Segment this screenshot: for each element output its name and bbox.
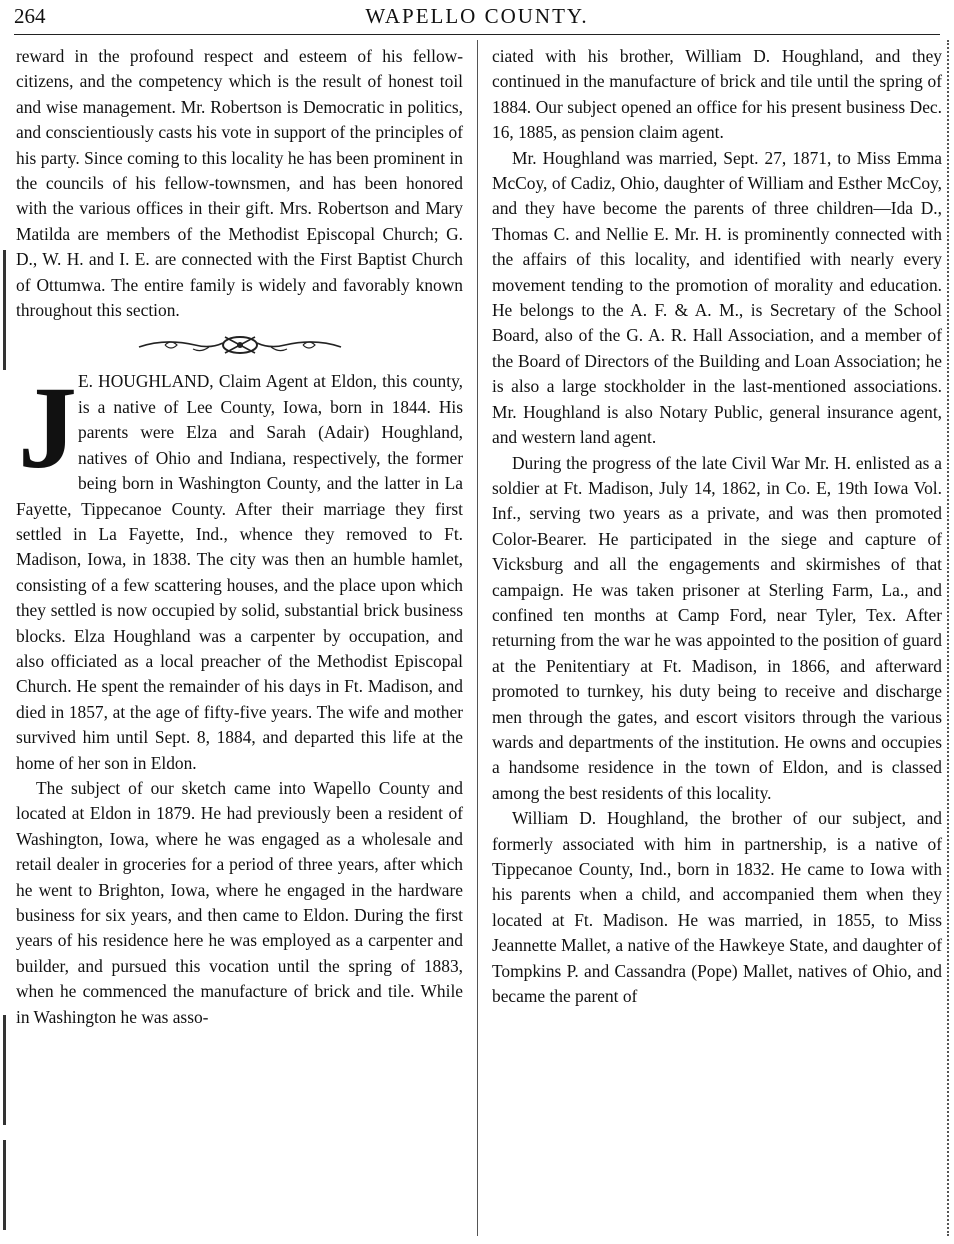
margin-mark (3, 1140, 6, 1230)
page-number: 264 (14, 4, 46, 28)
running-title: WAPELLO COUNTY. (365, 4, 589, 28)
decorative-divider-graphic (135, 332, 345, 358)
paragraph: E. HOUGHLAND, Claim Agent at Eldon, this county, is a native of Lee County, Iowa, born in 1844. His parents were Elza and Sarah (Adair) Houghland, natives of Ohio and Indiana, respectively, the former being born in Washington County, and the latter in La Fayette, Tippecanoe County. After their marriage they first settled in La Fayette, Ind., whence they removed to Ft. Madison, Iowa, in 1838. The city was then an humble hamlet, consisting of a few scattering houses, and the place upon which they settled is now occupied by solid, substantial brick business blocks. Elza Houghland was a carpenter by occupation, and also officiated as a local preacher of the Methodist Episcopal Church. He spent the remainder of his days in Ft. Madison, and died in 1857, at the age of fifty-five years. The wife and mother survived him until Sept. 8, 1884, and departed this life at the home of her son in Eldon. (16, 371, 463, 773)
right-column (492, 44, 942, 1009)
drop-cap-letter: J (18, 362, 77, 494)
paragraph: Mr. Houghland was married, Sept. 27, 1871, to Miss Emma McCoy, of Cadiz, Ohio, daughter of William and Esther McCoy, and they have become the parents of three children—Ida D., Thomas C. and Nellie E. Mr. H. is prominently connected with the affairs of this locality, and identified with nearly every movement tending to the promotion of morality and education. He belongs to the A. F. & A. M., is Secretary of the School Board, also of the G. A. R. Hall Association, and a member of the Board of Directors of the Building and Loan Association; he is also a large stockholder in the last-mentioned associations. Mr. Houghland is also Notary Public, general insurance agent, and western land agent. (492, 147, 942, 448)
column-divider (477, 40, 478, 1236)
header-rule (14, 34, 940, 35)
margin-mark (3, 250, 6, 370)
left-column (16, 44, 463, 1030)
right-margin-rule (947, 40, 949, 1236)
paragraph: ciated with his brother, William D. Houghland, and they continued in the manufacture of brick and tile until the spring of 1884. Our subject opened an office for his present business Dec. 16, 1885, as pension claim agent. (492, 46, 942, 143)
paragraph: William D. Houghland, the brother of our subject, and formerly associated with him in partnership, is a native of Tippecanoe County, Ind., born in 1832. He came to Iowa with his parents when a child, and accompanied them when they located at Ft. Madison. He was married, in 1855, to Miss Jeannette Mallet, a native of the Hawkeye State, and daughter of Tompkins P. and Cassandra (Pope) Mallet, natives of Ohio, and became the parent of (492, 808, 942, 1007)
margin-mark (3, 1015, 6, 1125)
decorative-divider-icon (16, 331, 463, 359)
paragraph: reward in the profound respect and esteem of his fellow-citizens, and the competency which is the result of honest toil and wise management. Mr. Robertson is Democratic in politics, and conscientiously casts his vote in support of the principles of his party. Since coming to this locality he has been prominent in the councils of his fellow-townsmen, and has been honored with the various offices in their gift. Mrs. Robertson and Mary Matilda are members of the Methodist Episcopal Church; G. D., W. H. and I. E. are connected with the First Baptist Church of Ottumwa. The entire family is widely and favorably known throughout this section. (16, 46, 463, 321)
paragraph: The subject of our sketch came into Wapello County and located at Eldon in 1879. He had previously been a resident of Washington, Iowa, where he was engaged as a wholesale and retail dealer in groceries for a period of three years, after which he went to Brighton, Iowa, where he engaged in the hardware business for six years, and then came to Eldon. During the first years of his residence here he was employed as a carpenter and builder, and pursued this vocation until the spring of 1883, when he commenced the manufacture of brick and tile. While in Washington he was asso- (16, 777, 463, 1027)
page-header (14, 2, 940, 32)
paragraph: During the progress of the late Civil War Mr. H. enlisted as a soldier at Ft. Madison, July 14, 1862, in Co. E, 19th Iowa Vol. Inf., serving two years as a private, and was then promoted Color-Bearer. He participated in the siege and capture of Vicksburg and all the engagements and skirmishes of that campaign. He was taken prisoner at Sterling Farm, La., and confined ten months at Camp Ford, near Tyler, Tex. After returning from the war he was appointed to the position of guard at the Penitentiary at Ft. Madison, in 1866, and afterward promoted to turnkey, his duty being to receive and discharge men through the gates, and escort visitors through the various wards and departments of the institution. He owns and occupies a handsome residence in the town of Eldon, and is classed among the best residents of this locality. (492, 452, 942, 803)
